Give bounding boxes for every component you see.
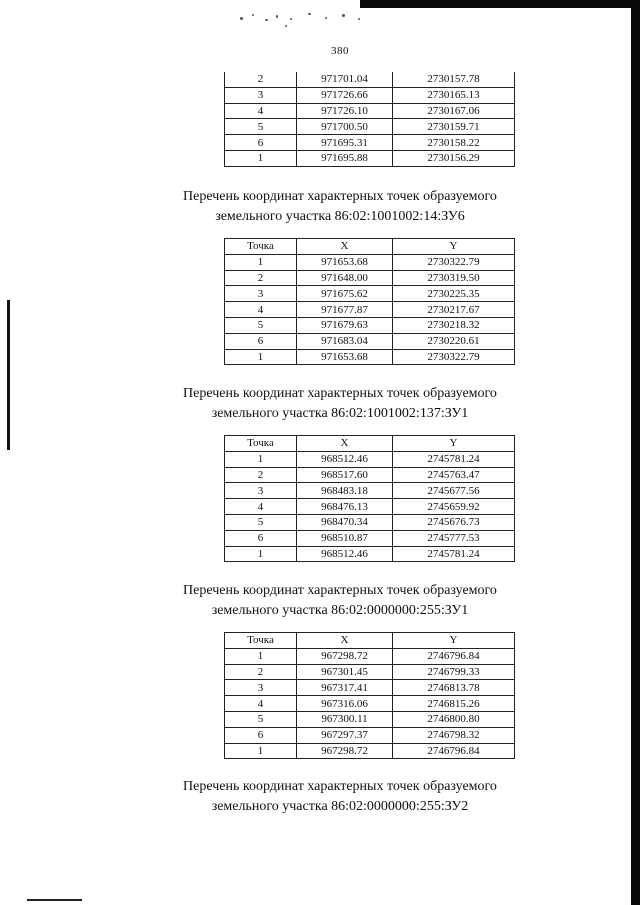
table-cell: 2745763.47 [393, 467, 515, 483]
section-title-line1: Перечень координат характерных точек образуемого [183, 386, 497, 401]
table-cell: 971726.10 [297, 103, 393, 119]
section-title-line1: Перечень координат характерных точек образуемого [183, 189, 497, 204]
table-cell: 968512.46 [297, 546, 393, 562]
table-row [225, 467, 515, 483]
table-row [225, 743, 515, 759]
scan-mark-bottom [27, 899, 82, 901]
table-cell: 2730225.35 [393, 286, 515, 302]
table-cell: 971726.66 [297, 87, 393, 103]
column-header-point: Точка [225, 239, 297, 255]
coordinates-table-continued [224, 72, 515, 167]
table-cell: 5 [225, 119, 297, 135]
table-cell: 1 [225, 546, 297, 562]
coordinates-table [224, 435, 515, 562]
table-cell: 971683.04 [297, 333, 393, 349]
table-cell: 971695.88 [297, 150, 393, 166]
table-row [225, 514, 515, 530]
table-cell: 1 [225, 451, 297, 467]
table-cell: 2746798.32 [393, 727, 515, 743]
table-cell: 1 [225, 150, 297, 166]
table-cell: 968483.18 [297, 483, 393, 499]
table-cell: 2745781.24 [393, 546, 515, 562]
table-cell: 971679.63 [297, 317, 393, 333]
table-cell: 1 [225, 648, 297, 664]
table-cell: 2730158.22 [393, 135, 515, 151]
column-header-y: Y [393, 239, 515, 255]
table-cell: 967298.72 [297, 743, 393, 759]
table-cell: 6 [225, 135, 297, 151]
table-cell: 971700.50 [297, 119, 393, 135]
table-cell: 3 [225, 680, 297, 696]
table-row [225, 648, 515, 664]
table-cell: 3 [225, 483, 297, 499]
table-cell: 4 [225, 103, 297, 119]
table-header-row [225, 436, 515, 452]
table-cell: 4 [225, 696, 297, 712]
table-cell: 2730157.78 [393, 72, 515, 87]
table-cell: 5 [225, 317, 297, 333]
table-cell: 2745659.92 [393, 499, 515, 515]
table-cell: 2 [225, 72, 297, 87]
column-header-y: Y [393, 436, 515, 452]
table-row [225, 87, 515, 103]
section-title [0, 777, 640, 817]
table-cell: 971677.87 [297, 302, 393, 318]
table-cell: 2730322.79 [393, 254, 515, 270]
column-header-point: Точка [225, 436, 297, 452]
section-title-line1: Перечень координат характерных точек образуемого [183, 779, 497, 794]
table-cell: 6 [225, 727, 297, 743]
table-cell: 971695.31 [297, 135, 393, 151]
table-cell: 967300.11 [297, 711, 393, 727]
table-cell: 2730217.67 [393, 302, 515, 318]
table-row [225, 103, 515, 119]
table-header-row [225, 239, 515, 255]
table-row [225, 150, 515, 166]
table-row [225, 72, 515, 87]
table-cell: 2745676.73 [393, 514, 515, 530]
scan-mark-left [7, 300, 10, 450]
page-number: 380 [331, 45, 349, 57]
table-row [225, 680, 515, 696]
table-cell: 2730218.32 [393, 317, 515, 333]
section-title [0, 187, 640, 227]
table-cell: 2730159.71 [393, 119, 515, 135]
table-cell: 2 [225, 467, 297, 483]
table-cell: 2730319.50 [393, 270, 515, 286]
table-cell: 2746800.80 [393, 711, 515, 727]
table-row [225, 664, 515, 680]
table-cell: 2745781.24 [393, 451, 515, 467]
table-cell: 967317.41 [297, 680, 393, 696]
table-cell: 6 [225, 530, 297, 546]
column-header-x: X [297, 239, 393, 255]
table-cell: 967298.72 [297, 648, 393, 664]
table-cell: 967301.45 [297, 664, 393, 680]
table-cell: 2730220.61 [393, 333, 515, 349]
table-cell: 1 [225, 743, 297, 759]
table-row [225, 135, 515, 151]
section-title-line2: земельного участка 86:02:1001002:137:ЗУ1 [211, 406, 469, 421]
table-cell: 1 [225, 349, 297, 365]
table-cell: 971653.68 [297, 349, 393, 365]
table-cell: 971653.68 [297, 254, 393, 270]
table-cell: 971701.04 [297, 72, 393, 87]
table-cell: 2745677.56 [393, 483, 515, 499]
column-header-x: X [297, 436, 393, 452]
section-title [0, 384, 640, 424]
table-cell: 2730167.06 [393, 103, 515, 119]
column-header-point: Точка [225, 633, 297, 649]
scan-border-right [631, 0, 640, 905]
table-row [225, 546, 515, 562]
table-cell: 2745777.53 [393, 530, 515, 546]
table-cell: 968510.87 [297, 530, 393, 546]
table-cell: 2746815.26 [393, 696, 515, 712]
column-header-y: Y [393, 633, 515, 649]
section-title-line2: земельного участка 86:02:0000000:255:ЗУ1 [211, 603, 469, 618]
table-row [225, 270, 515, 286]
table-row [225, 499, 515, 515]
section-title-line1: Перечень координат характерных точек образуемого [183, 583, 497, 598]
table-cell: 2746796.84 [393, 743, 515, 759]
table-cell: 6 [225, 333, 297, 349]
table-cell: 3 [225, 286, 297, 302]
table-cell: 968517.60 [297, 467, 393, 483]
table-cell: 5 [225, 711, 297, 727]
table-cell: 2730156.29 [393, 150, 515, 166]
section-title-line2: земельного участка 86:02:0000000:255:ЗУ2 [211, 799, 469, 814]
column-header-x: X [297, 633, 393, 649]
table-row [225, 254, 515, 270]
table-cell: 968470.34 [297, 514, 393, 530]
table-cell: 2730165.13 [393, 87, 515, 103]
table-cell: 2746799.33 [393, 664, 515, 680]
table-cell: 1 [225, 254, 297, 270]
table-cell: 3 [225, 87, 297, 103]
table-cell: 968512.46 [297, 451, 393, 467]
table-row [225, 349, 515, 365]
table-row [225, 711, 515, 727]
table-cell: 2730322.79 [393, 349, 515, 365]
scan-specks [230, 9, 380, 31]
table-cell: 2746813.78 [393, 680, 515, 696]
section-title-line2: земельного участка 86:02:1001002:14:ЗУ6 [215, 209, 465, 224]
table-row [225, 451, 515, 467]
table-cell: 967297.37 [297, 727, 393, 743]
table-row [225, 119, 515, 135]
table-row [225, 317, 515, 333]
table-row [225, 333, 515, 349]
table-row [225, 530, 515, 546]
coordinates-table [224, 632, 515, 759]
table-cell: 971648.00 [297, 270, 393, 286]
table-cell: 4 [225, 499, 297, 515]
table-cell: 5 [225, 514, 297, 530]
table-cell: 2 [225, 664, 297, 680]
scan-border-top [360, 0, 640, 8]
table-row [225, 696, 515, 712]
table-cell: 4 [225, 302, 297, 318]
table-row [225, 286, 515, 302]
table-cell: 968476.13 [297, 499, 393, 515]
table-cell: 971675.62 [297, 286, 393, 302]
table-row [225, 302, 515, 318]
table-row [225, 483, 515, 499]
section-title [0, 581, 640, 621]
table-header-row [225, 633, 515, 649]
table-row [225, 727, 515, 743]
coordinates-table [224, 238, 515, 365]
table-cell: 967316.06 [297, 696, 393, 712]
table-cell: 2 [225, 270, 297, 286]
table-cell: 2746796.84 [393, 648, 515, 664]
